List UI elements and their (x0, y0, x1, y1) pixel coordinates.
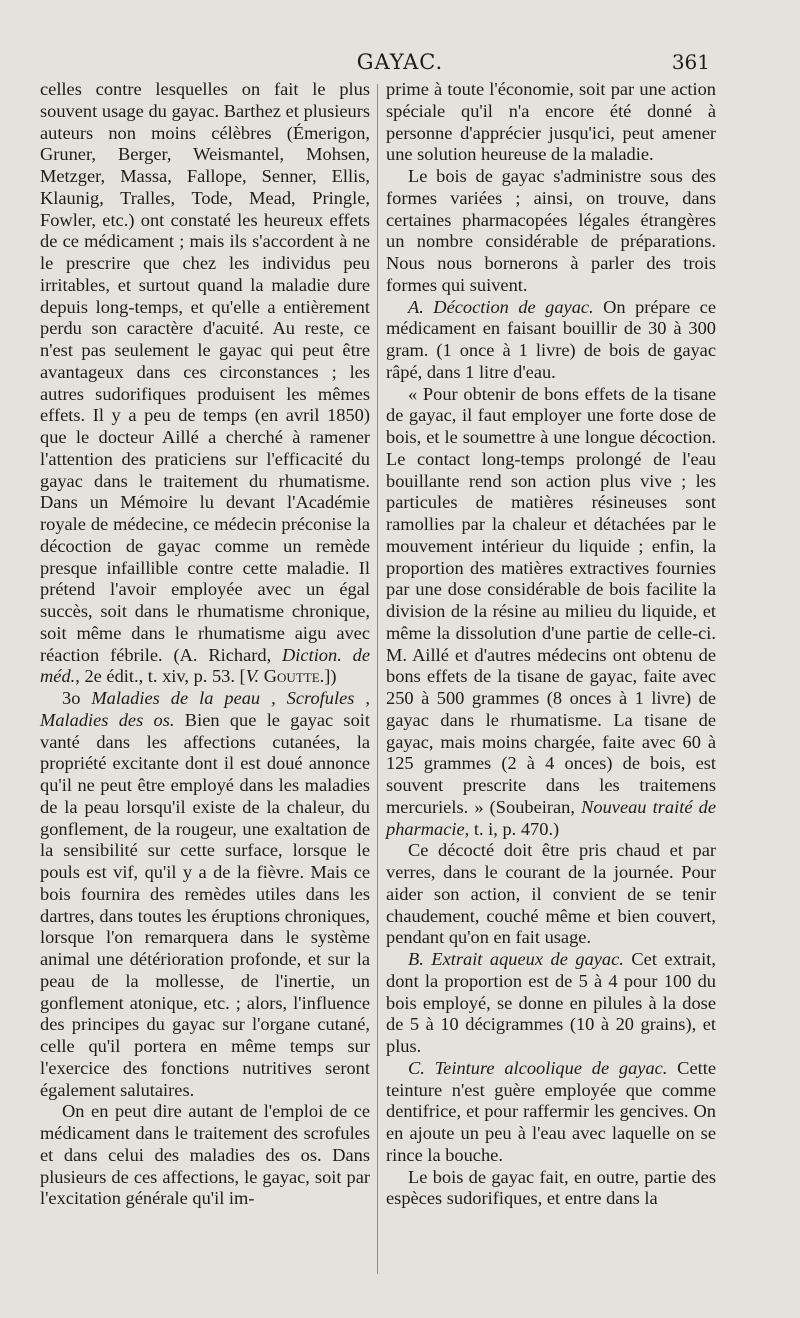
section-paragraph (386, 297, 716, 384)
quote-paragraph (386, 384, 716, 841)
citation-close: ]) (324, 666, 337, 687)
section-paragraph (40, 688, 370, 1101)
see-reference: V. (245, 666, 260, 687)
paragraph-text: Bien que le gayac soit vanté dans les affections cutanées, la propriété excitante dont il est doué annonce qu'il ne peut être employé dans les maladies de la peau lorsqu'il existe de la chaleur, du gonflement, de la rougeur, une exaltation de la sensibilité sur cette surface, lorsque le pouls est vif, qu'il y a de la fièvre. Mais ce bois fournira des remèdes utiles dans les dartres, dans toutes les éruptions chroniques, lorsque l'on remarquera dans le système animal une détérioration profonde, et sur la peau de la mollesse, de l'inertie, un gonflement atonique, etc. ; alors, l'influence des principes du gayac sur l'organe cutané, celle qu'il portera en même temps sur l'exercice des fonctions nutritives seront également salutaires. (40, 709, 371, 1100)
right-column (386, 79, 716, 1210)
paragraph-text: celles contre lesquelles on fait le plus souvent usage du gayac. Barthez et plusieurs auteurs non moins célèbres (Émerigon, Gruner, Berger, Weismantel, Mohsen, Metzger, Massa, Fallope, Senner, Ellis, Klaunig, Tralles, Tode, Mead, Pringle, Fowler, etc.) ont constaté les heureux effets de ce médicament ; mais ils s'accordent à ne le prescrire que chez les individus peu irritables, et surtout quand la maladie dure depuis long-temps, et qu'elle a entièrement perdu son caractère d'acuité. Au reste, ce n'est pas seulement le gayac qui peut être avantageux dans ces circonstances ; les autres sudorifiques produisent les mêmes effets. Il y a peu de temps (en avril 1850) que le docteur Aillé a cherché à ramener l'attention des praticiens sur l'efficacité du gayac dans le traitement du rhumatisme. Dans un Mémoire lu devant l'Académie royale de médecine, ce médecin préconise la décoction de gayac comme un remède presque infaillible contre cette maladie. Il prétend l'avoir employée avec un égal succès, soit dans le rhumatisme chronique, soit même dans le rhumatisme aigu avec réaction fébrile. (A. Richard, (40, 79, 370, 665)
section-paragraph (386, 1058, 716, 1167)
paragraph: prime à toute l'économie, soit par une action spéciale qu'il n'a encore été donné à personne d'apprécier jusqu'ici, peut amener une solution heureuse de la maladie. (386, 79, 716, 165)
cross-reference: Goutte. (263, 666, 325, 687)
section-number: 3o (62, 688, 92, 708)
section-paragraph (386, 949, 716, 1058)
paragraph-text: Cet extrait, dont la proportion est de 5 à 4 pour 100 du bois employé, se donne en pilules à la dose de 5 à 10 décigrammes (10 à 20 grains), et plus. (386, 949, 716, 1056)
section-title: B. Extrait aqueux de gayac. (408, 949, 624, 969)
paragraph: On en peut dire autant de l'emploi de ce médicament dans le traitement des scrofules et dans celui des maladies des os. Dans plusieurs de ces affections, le gayac, soit par l'excitation générale qu'il im- (40, 1101, 370, 1209)
citation-title: Nouveau traité de pharmacie, (386, 796, 716, 839)
citation-text: t. i, p. 470.) (469, 818, 560, 839)
paragraph-text: « Pour obtenir de bons effets de la tisane de gayac, il faut employer une forte dose de bois, et le soumettre à une longue décoction. Le contact long-temps prolongé de l'eau bouillante rend son action plus vive ; les particules de matières résineuses sont ramollies par la chaleur et détachées par le mouvement intérieur du liquide ; enfin, la proportion des matières extractives fournies par une dose considérable de bois facilite la division de la résine au milieu du liquide, et même la dissolution d'une partie de celle-ci. M. Aillé et d'autres médecins ont obtenu de bons effets de la tisane de gayac, faite avec 250 à 500 grammes (8 onces à 1 livre) de gayac dans le rhumatisme. La tisane de gayac, mais moins chargée, faite avec 60 à 125 grammes (2 à 4 onces) de bois, est souvent prescrite dans les traitemens mercuriels. » (Soubeiran, (386, 383, 716, 817)
citation-text: , 2e édit., t. xiv, p. 53. [ (75, 666, 246, 687)
section-title: C. Teinture alcoolique de gayac. (408, 1057, 668, 1078)
page-number: 361 (671, 50, 710, 74)
paragraph-text: Cette teinture n'est guère employée que comme dentifrice, et pour raffermir les gencives. On en ajoute un peu à l'eau avec laquelle on se rince la bouche. (386, 1057, 716, 1165)
column-divider (377, 84, 378, 1274)
section-title: A. Décoction de gayac. (408, 296, 594, 317)
paragraph: Le bois de gayac s'administre sous des formes variées ; ainsi, on trouve, dans certaines pharmacopées légales étrangères un nombre considérable de préparations. Nous nous bornerons à parler des trois formes qui suivent. (386, 166, 716, 295)
paragraph: Ce décocté doit être pris chaud et par verres, dans le courant de la journée. Pour aider son action, il convient de se tenir chaudement, couché même et bien couvert, pendant qu'on en fait usage. (386, 840, 716, 948)
citation-title: Diction. de méd. (40, 644, 370, 687)
paragraph-text: On prépare ce médicament en faisant bouillir de 30 à 300 gram. (1 once à 1 livre) de bois de gayac râpé, dans 1 litre d'eau. (386, 296, 716, 382)
running-head: GAYAC. (356, 50, 444, 74)
left-column (40, 79, 370, 1210)
page-header (0, 50, 800, 80)
paragraph: Le bois de gayac fait, en outre, partie des espèces sudorifiques, et entre dans la (386, 1166, 716, 1209)
paragraph (40, 79, 370, 688)
section-title: Maladies de la peau , Scrofules , Maladies des os. (40, 688, 370, 730)
